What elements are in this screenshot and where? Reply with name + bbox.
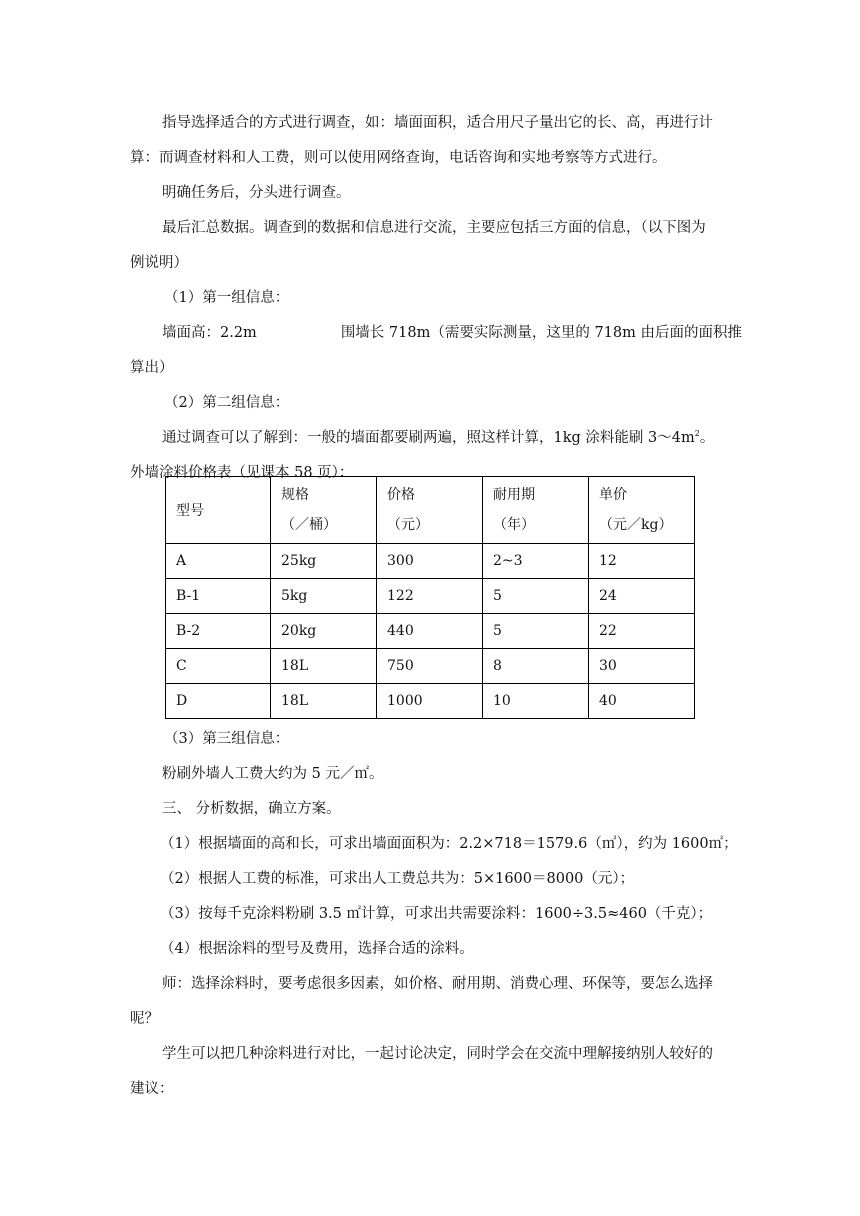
coverage-text-end: 。	[699, 430, 715, 446]
table-row	[166, 544, 695, 579]
table-cell: 18L	[271, 684, 377, 719]
section-analysis	[130, 722, 738, 1107]
paint-price-table	[165, 476, 695, 719]
header-cell-model	[166, 477, 271, 544]
table-cell: B-1	[166, 579, 271, 614]
table-cell: 750	[377, 649, 483, 684]
table-cell: A	[166, 544, 271, 579]
student-line1: 学生可以把几种涂料进行对比，一起讨论决定，同时学会在交流中理解接纳别人较好的	[162, 1046, 713, 1062]
table-cell: D	[166, 684, 271, 719]
table-cell: 2~3	[483, 544, 589, 579]
group2-text	[130, 421, 730, 456]
table-cell: 12	[589, 544, 695, 579]
header-price-label: 价格	[387, 487, 415, 503]
table-cell: 24	[589, 579, 695, 614]
section3-heading: 三、 分析数据，确立方案。	[162, 801, 341, 817]
header-durability-label: 耐用期	[493, 487, 535, 503]
table-row	[166, 684, 695, 719]
paragraph-method-line1: 指导选择适合的方式进行调查，如：墙面面积，适合用尺子量出它的长、高，再进行计	[162, 115, 713, 131]
header-model-label: 型号	[176, 503, 204, 519]
table-cell: B-2	[166, 614, 271, 649]
header-price-unit: （元）	[387, 517, 429, 533]
table-cell: 40	[589, 684, 695, 719]
table-cell: 1000	[377, 684, 483, 719]
paragraph-summary-line2: 例说明）	[130, 255, 188, 271]
group1-title: （1）第一组信息：	[164, 290, 290, 306]
table-cell: 22	[589, 614, 695, 649]
header-cell-unit-price	[589, 477, 695, 544]
header-spec-label: 规格	[281, 487, 309, 503]
superscript-2: 2	[694, 429, 700, 438]
group3-title: （3）第三组信息：	[164, 731, 290, 747]
header-spec-unit: （／桶）	[281, 517, 337, 533]
paragraph-summary-line1: 最后汇总数据。调查到的数据和信息进行交流，主要应包括三方面的信息，（以下图为	[162, 220, 706, 236]
table-cell: 8	[483, 649, 589, 684]
header-durability-unit: （年）	[493, 517, 535, 533]
group3-text: 粉刷外墙人工费大约为 5 元／㎡。	[162, 766, 384, 782]
table-row	[166, 649, 695, 684]
table-cell: 30	[589, 649, 695, 684]
wall-height-text: 墙面高：2.2m	[162, 325, 257, 341]
section-survey	[130, 106, 742, 491]
table-cell: 18L	[271, 649, 377, 684]
table-cell: 20kg	[271, 614, 377, 649]
table-cell: 122	[377, 579, 483, 614]
table-cell: 25kg	[271, 544, 377, 579]
table-header-row	[166, 477, 695, 544]
paragraph-task: 明确任务后，分头进行调查。	[162, 185, 351, 201]
analysis-step-1: （1）根据墙面的高和长，可求出墙面面积为：2.2×718＝1579.6（㎡），约为 1600㎡；	[160, 836, 738, 852]
table-row	[166, 579, 695, 614]
group2-title: （2）第二组信息：	[164, 395, 290, 411]
group1-measurements-line2: 算出）	[130, 360, 174, 376]
teacher-line1: 师：选择涂料时，要考虑很多因素，如价格、耐用期、消费心理、环保等，要怎么选择	[162, 976, 713, 992]
analysis-step-4: （4）根据涂料的型号及费用，选择合适的涂料。	[160, 941, 474, 957]
table-cell: 5kg	[271, 579, 377, 614]
header-cell-spec	[271, 477, 377, 544]
table-caption: 外墙涂料价格表（见课本 58 页）：	[130, 465, 354, 481]
coverage-text: 通过调查可以了解到：一般的墙面都要刷两遍，照这样计算，1kg 涂料能刷 3～4m	[162, 430, 695, 446]
student-line2: 建议：	[130, 1081, 174, 1097]
header-unit-price-unit: （元／kg）	[599, 517, 673, 533]
table-cell: 440	[377, 614, 483, 649]
group1-measurements	[130, 316, 742, 351]
paragraph-method-line2: 算：而调查材料和人工费，则可以使用网络查询，电话咨询和实地考察等方式进行。	[130, 150, 667, 166]
header-cell-durability	[483, 477, 589, 544]
analysis-step-3: （3）按每千克涂料粉刷 3.5 ㎡计算，可求出共需要涂料：1600÷3.5≈460（千克）；	[160, 906, 713, 922]
header-unit-price-label: 单价	[599, 487, 627, 503]
teacher-line2: 呢？	[130, 1011, 159, 1027]
wall-length-text: 围墙长 718m（需要实际测量，这里的 718m 由后面的面积推	[340, 325, 742, 341]
table-cell: 5	[483, 614, 589, 649]
table-cell: C	[166, 649, 271, 684]
analysis-step-2: （2）根据人工费的标准，可求出人工费总共为：5×1600＝8000（元）；	[160, 871, 635, 887]
table-row	[166, 614, 695, 649]
table-cell: 10	[483, 684, 589, 719]
table-cell: 5	[483, 579, 589, 614]
header-cell-price	[377, 477, 483, 544]
table-cell: 300	[377, 544, 483, 579]
